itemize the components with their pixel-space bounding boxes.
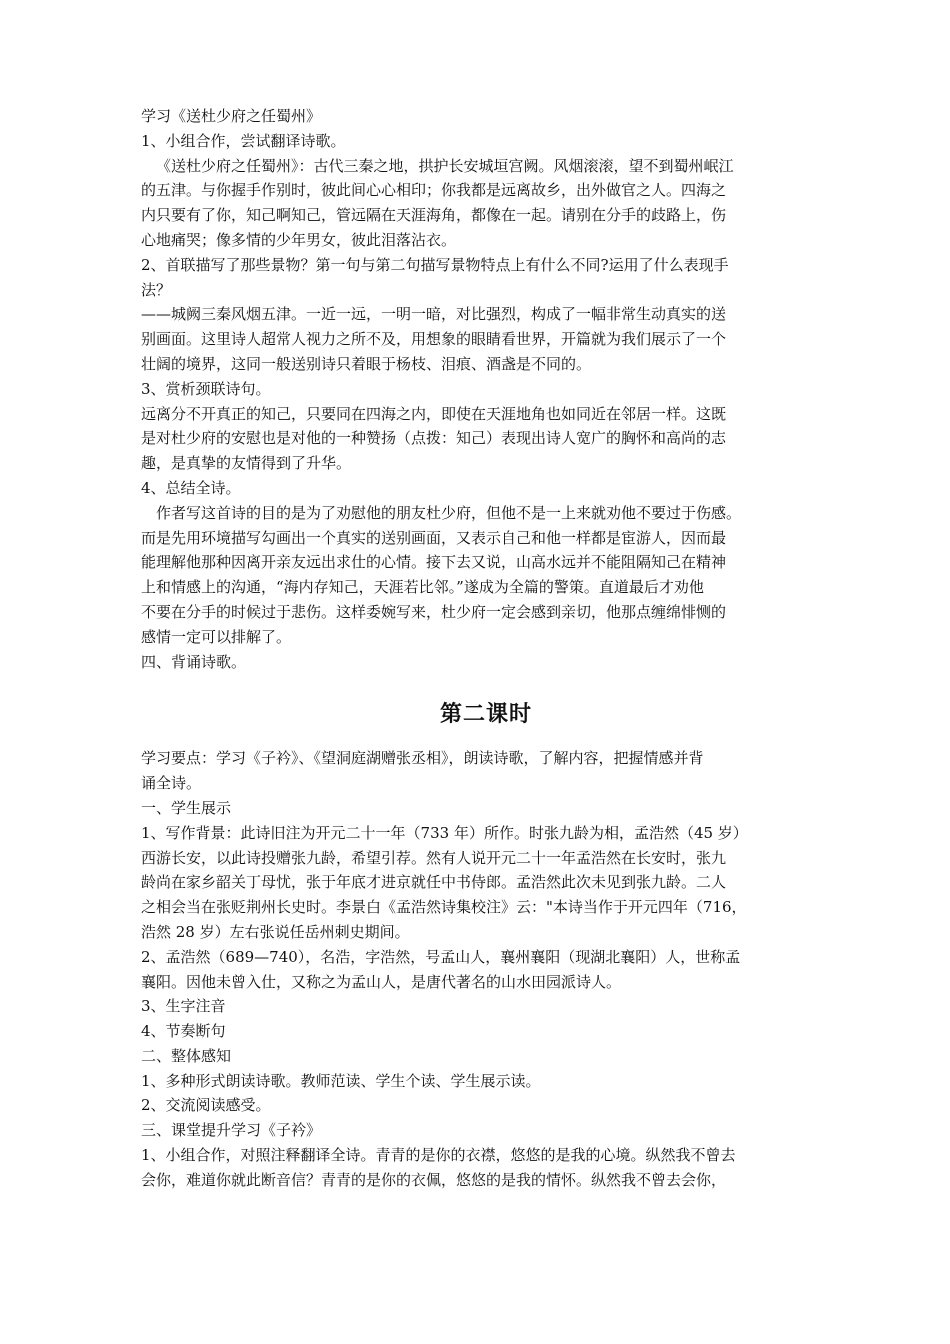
section-first-lesson-end [141,104,831,674]
text-line: 襄阳。因他未曾入仕，又称之为孟山人，是唐代著名的山水田园派诗人。 [141,972,622,991]
text-line: 2、首联描写了那些景物？第一句与第二句描写景物特点上有什么不同?运用了什么表现手 [141,255,729,274]
text-line: 是对杜少府的安慰也是对他的一种赞扬（点拨：知己）表现出诗人宽广的胸怀和高尚的志 [141,429,727,448]
text-line: 之相会当在张贬荆州长史时。李景白《孟浩然诗集校注》云："本诗当作于开元四年（716， [141,898,747,917]
text-line: 学习要点：学习《子衿》、《望洞庭湖赠张丞相》，朗读诗歌，了解内容，把握情感并背 [141,749,704,768]
text-line: 会你，难道你就此断音信？青青的是你的衣佩，悠悠的是我的情怀。纵然我不曾去会你， [141,1170,727,1189]
text-line: 1、写作背景：此诗旧注为开元二十一年（733 年）所作。时张九龄为相，孟浩然（45 岁） [141,823,748,842]
text-line: 1、小组合作，尝试翻译诗歌。 [141,131,346,150]
text-line: 西游长安，以此诗投赠张九龄，希望引荐。然有人说开元二十一年孟浩然在长安时，张九 [141,848,727,867]
text-line: 4、总结全诗。 [141,478,241,497]
text-line: 浩然 28 岁）左右张说任岳州刺史期间。 [141,922,410,941]
text-line: ——城阙三秦风烟五津。一近一远，一明一暗，对比强烈，构成了一幅非常生动真实的送 [141,305,727,324]
text-line: 1、多种形式朗读诗歌。教师范读、学生个读、学生展示读。 [141,1071,541,1090]
document-page [141,104,831,1193]
text-line: 2、交流阅读感受。 [141,1096,271,1115]
text-line: 感情一定可以排解了。 [141,627,292,646]
text-line: 1、小组合作，对照注释翻译全诗。青青的是你的衣襟，悠悠的是我的心境。纵然我不曾去 [141,1146,736,1165]
text-line: 3、生字注音 [141,997,226,1016]
text-line: 三、课堂提升学习《子衿》 [141,1121,322,1140]
text-line: 3、赏析颈联诗句。 [141,379,271,398]
text-line: 一、学生展示 [141,798,232,817]
text-line: 《送杜少府之任蜀州》：古代三秦之地，拱护长安城垣宫阙。风烟滚滚，望不到蜀州岷江 [156,156,734,175]
text-line: 的五津。与你握手作别时，彼此间心心相印；你我都是远离故乡，出外做官之人。四海之 [141,181,727,200]
text-line: 心地痛哭；像多情的少年男女，彼此泪落沾衣。 [141,230,457,249]
text-line: 不要在分手的时候过于悲伤。这样委婉写来，杜少府一定会感到亲切，他那点缠绵悱恻的 [141,602,727,621]
text-line: 二、整体感知 [141,1046,232,1065]
text-line: 别画面。这里诗人超常人视力之所不及，用想象的眼睛看世界，开篇就为我们展示了一个 [141,330,727,349]
text-line: 内只要有了你，知己啊知己，管远隔在天涯海角，都像在一起。请别在分手的歧路上，伤 [141,206,727,225]
section-second-lesson [141,746,831,1192]
text-line: 龄尚在家乡韶关丁母忧，张于年底才进京就任中书侍郎。孟浩然此次未见到张九龄。二人 [141,873,727,892]
text-line: 趣，是真挚的友情得到了升华。 [141,454,352,473]
text-line: 2、孟浩然（689—740），名浩，字浩然，号孟山人，襄州襄阳（现湖北襄阳）人，世称孟 [141,947,741,966]
lesson-heading: 第二课时 [439,702,532,728]
text-line: 法？ [141,280,172,299]
text-line: 作者写这首诗的目的是为了劝慰他的朋友杜少府，但他不是一上来就劝他不要过于伤感。 [156,503,742,522]
text-line: 而是先用环境描写勾画出一个真实的送别画面，又表示自己和他一样都是宦游人，因而最 [141,528,727,547]
text-line: 远离分不开真正的知己，只要同在四海之内，即使在天涯地角也如同近在邻居一样。这既 [141,404,727,423]
text-line: 学习《送杜少府之任蜀州》 [141,107,322,125]
text-line: 四、背诵诗歌。 [141,652,247,671]
text-line: 能理解他那种因离开亲友远出求仕的心情。接下去又说，山高水远并不能阻隔知己在精神 [141,553,727,572]
text-line: 诵全诗。 [141,774,202,793]
text-line: 4、节奏断句 [141,1022,226,1041]
text-line: 壮阔的境界，这同一般送别诗只着眼于杨枝、泪痕、酒盏是不同的。 [141,354,592,373]
text-line: 上和情感上的沟通，“海内存知己，天涯若比邻。”遂成为全篇的警策。直道最后才劝他 [141,578,704,597]
